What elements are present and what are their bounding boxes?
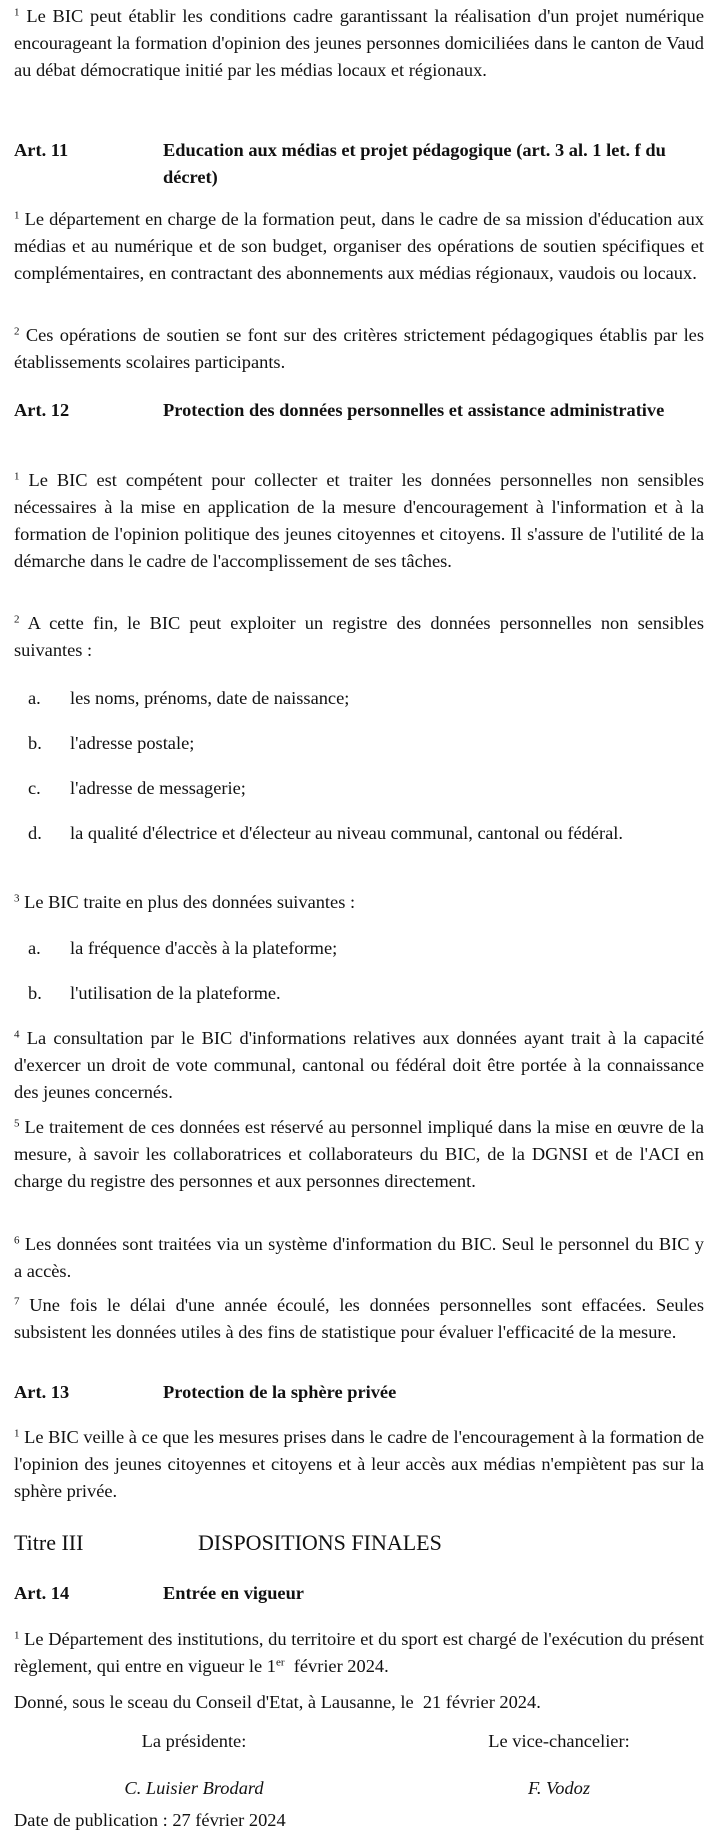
art12-al5: $^5$ Le traitement de ces données est réservé au personnel impliqué dans la mise en œuvre de la mesure, à savoir les collaboratrices et collaborateurs du BIC, de la DGNSI et de l'ACI en charge du registre des personnes et aux personnes directement. xyxy=(14,1117,704,1191)
signature-right xyxy=(459,1728,659,1802)
art11-heading xyxy=(14,137,704,191)
art12-al7: $^7$ Une fois le délai d'une année écoulé, les données personnelles sont effacées. Seules subsistent les données utiles à des fins de statistique pour évaluer l'efficacité de la mesure. xyxy=(14,1295,704,1342)
art12-heading xyxy=(14,397,704,424)
article-number: Art. 11 xyxy=(14,140,69,160)
article-number: Art. 13 xyxy=(14,1382,70,1402)
titre-title: DISPOSITIONS FINALES xyxy=(198,1530,442,1555)
signature-left xyxy=(94,1728,294,1802)
art14-heading xyxy=(14,1580,704,1607)
art11-al2: $^2$ Ces opérations de soutien se font sur des critères strictement pédagogiques établis par les établissements scolaires participants. xyxy=(14,325,704,372)
article-number: Art. 14 xyxy=(14,1583,70,1603)
signature-block xyxy=(14,1728,704,1818)
list-item: b. l'adresse postale; xyxy=(28,733,195,753)
list-item: a. les noms, prénoms, date de naissance; xyxy=(28,688,350,708)
titre-number: Titre III xyxy=(14,1530,84,1555)
given-statement: Donné, sous le sceau du Conseil d'Etat, à Lausanne, le 21 février 2024. xyxy=(14,1692,541,1712)
art13-heading xyxy=(14,1379,704,1406)
art11-al1: $^1$ Le département en charge de la formation peut, dans le cadre de sa mission d'éducation aux médias et au numérique et de son budget, organiser des opérations de soutien spécifiques et complémentaires, en contractant des abonnements aux médias régionaux, vaudois ou locaux. xyxy=(14,209,704,283)
article-title: Protection des données personnelles et assistance administrative xyxy=(163,400,665,420)
art12-al2: $^2$ A cette fin, le BIC peut exploiter un registre des données personnelles non sensibles suivantes : xyxy=(14,613,704,660)
art12-al4: $^4$ La consultation par le BIC d'informations relatives aux données ayant trait à la capacité d'exercer un droit de vote communal, cantonal ou fédéral doit être portée à la connaissance des jeunes concernés. xyxy=(14,1028,704,1102)
list-item: c. l'adresse de messagerie; xyxy=(28,778,246,798)
art14-al1: $^1$ Le Département des institutions, du territoire et du sport est chargé de l'exécution du présent règlement, qui entre en vigueur le 1er février 2024. xyxy=(14,1629,704,1676)
list-item: d. la qualité d'électrice et d'électeur au niveau communal, cantonal ou fédéral. xyxy=(28,823,623,843)
intro-paragraph: $^1$ Le BIC peut établir les conditions cadre garantissant la réalisation d'un projet numérique encourageant la formation d'opinion des jeunes personnes domiciliées dans le canton de Vaud au débat démocratique initié par les médias locaux et régionaux. xyxy=(14,6,704,80)
signatory-role: La présidente: xyxy=(141,1731,247,1751)
signatory-name: C. Luisier Brodard xyxy=(124,1778,264,1798)
titre-heading xyxy=(14,1529,704,1556)
list-item: a. la fréquence d'accès à la plateforme; xyxy=(28,938,338,958)
article-number: Art. 12 xyxy=(14,400,70,420)
art12-al3: $^3$ Le BIC traite en plus des données suivantes : xyxy=(14,892,356,912)
art12-al6: $^6$ Les données sont traitées via un système d'information du BIC. Seul le personnel du BIC y a accès. xyxy=(14,1234,704,1281)
list-item: b. l'utilisation de la plateforme. xyxy=(28,983,281,1003)
article-title: Education aux médias et projet pédagogique (art. 3 al. 1 let. f du décret) xyxy=(163,140,666,187)
art13-al1: $^1$ Le BIC veille à ce que les mesures prises dans le cadre de l'encouragement à la formation de l'opinion des jeunes citoyennes et citoyens et à leur accès aux médias n'empiètent pas sur la sphère privée. xyxy=(14,1427,705,1501)
art12-al1: $^1$ Le BIC est compétent pour collecter et traiter les données personnelles non sensibles nécessaires à la mise en application de la mesure d'encouragement à l'information et à la formation de l'opinion politique des jeunes citoyennes et citoyens. Il s'assure de l'utilité de la démarche dans le cadre de l'accomplissement de ses tâches. xyxy=(14,470,704,571)
article-title: Protection de la sphère privée xyxy=(163,1382,397,1402)
publication-date: Date de publication : 27 février 2024 xyxy=(14,1810,286,1830)
article-title: Entrée en vigueur xyxy=(163,1583,304,1603)
signatory-role: Le vice-chancelier: xyxy=(488,1731,630,1751)
signatory-name: F. Vodoz xyxy=(528,1778,590,1798)
